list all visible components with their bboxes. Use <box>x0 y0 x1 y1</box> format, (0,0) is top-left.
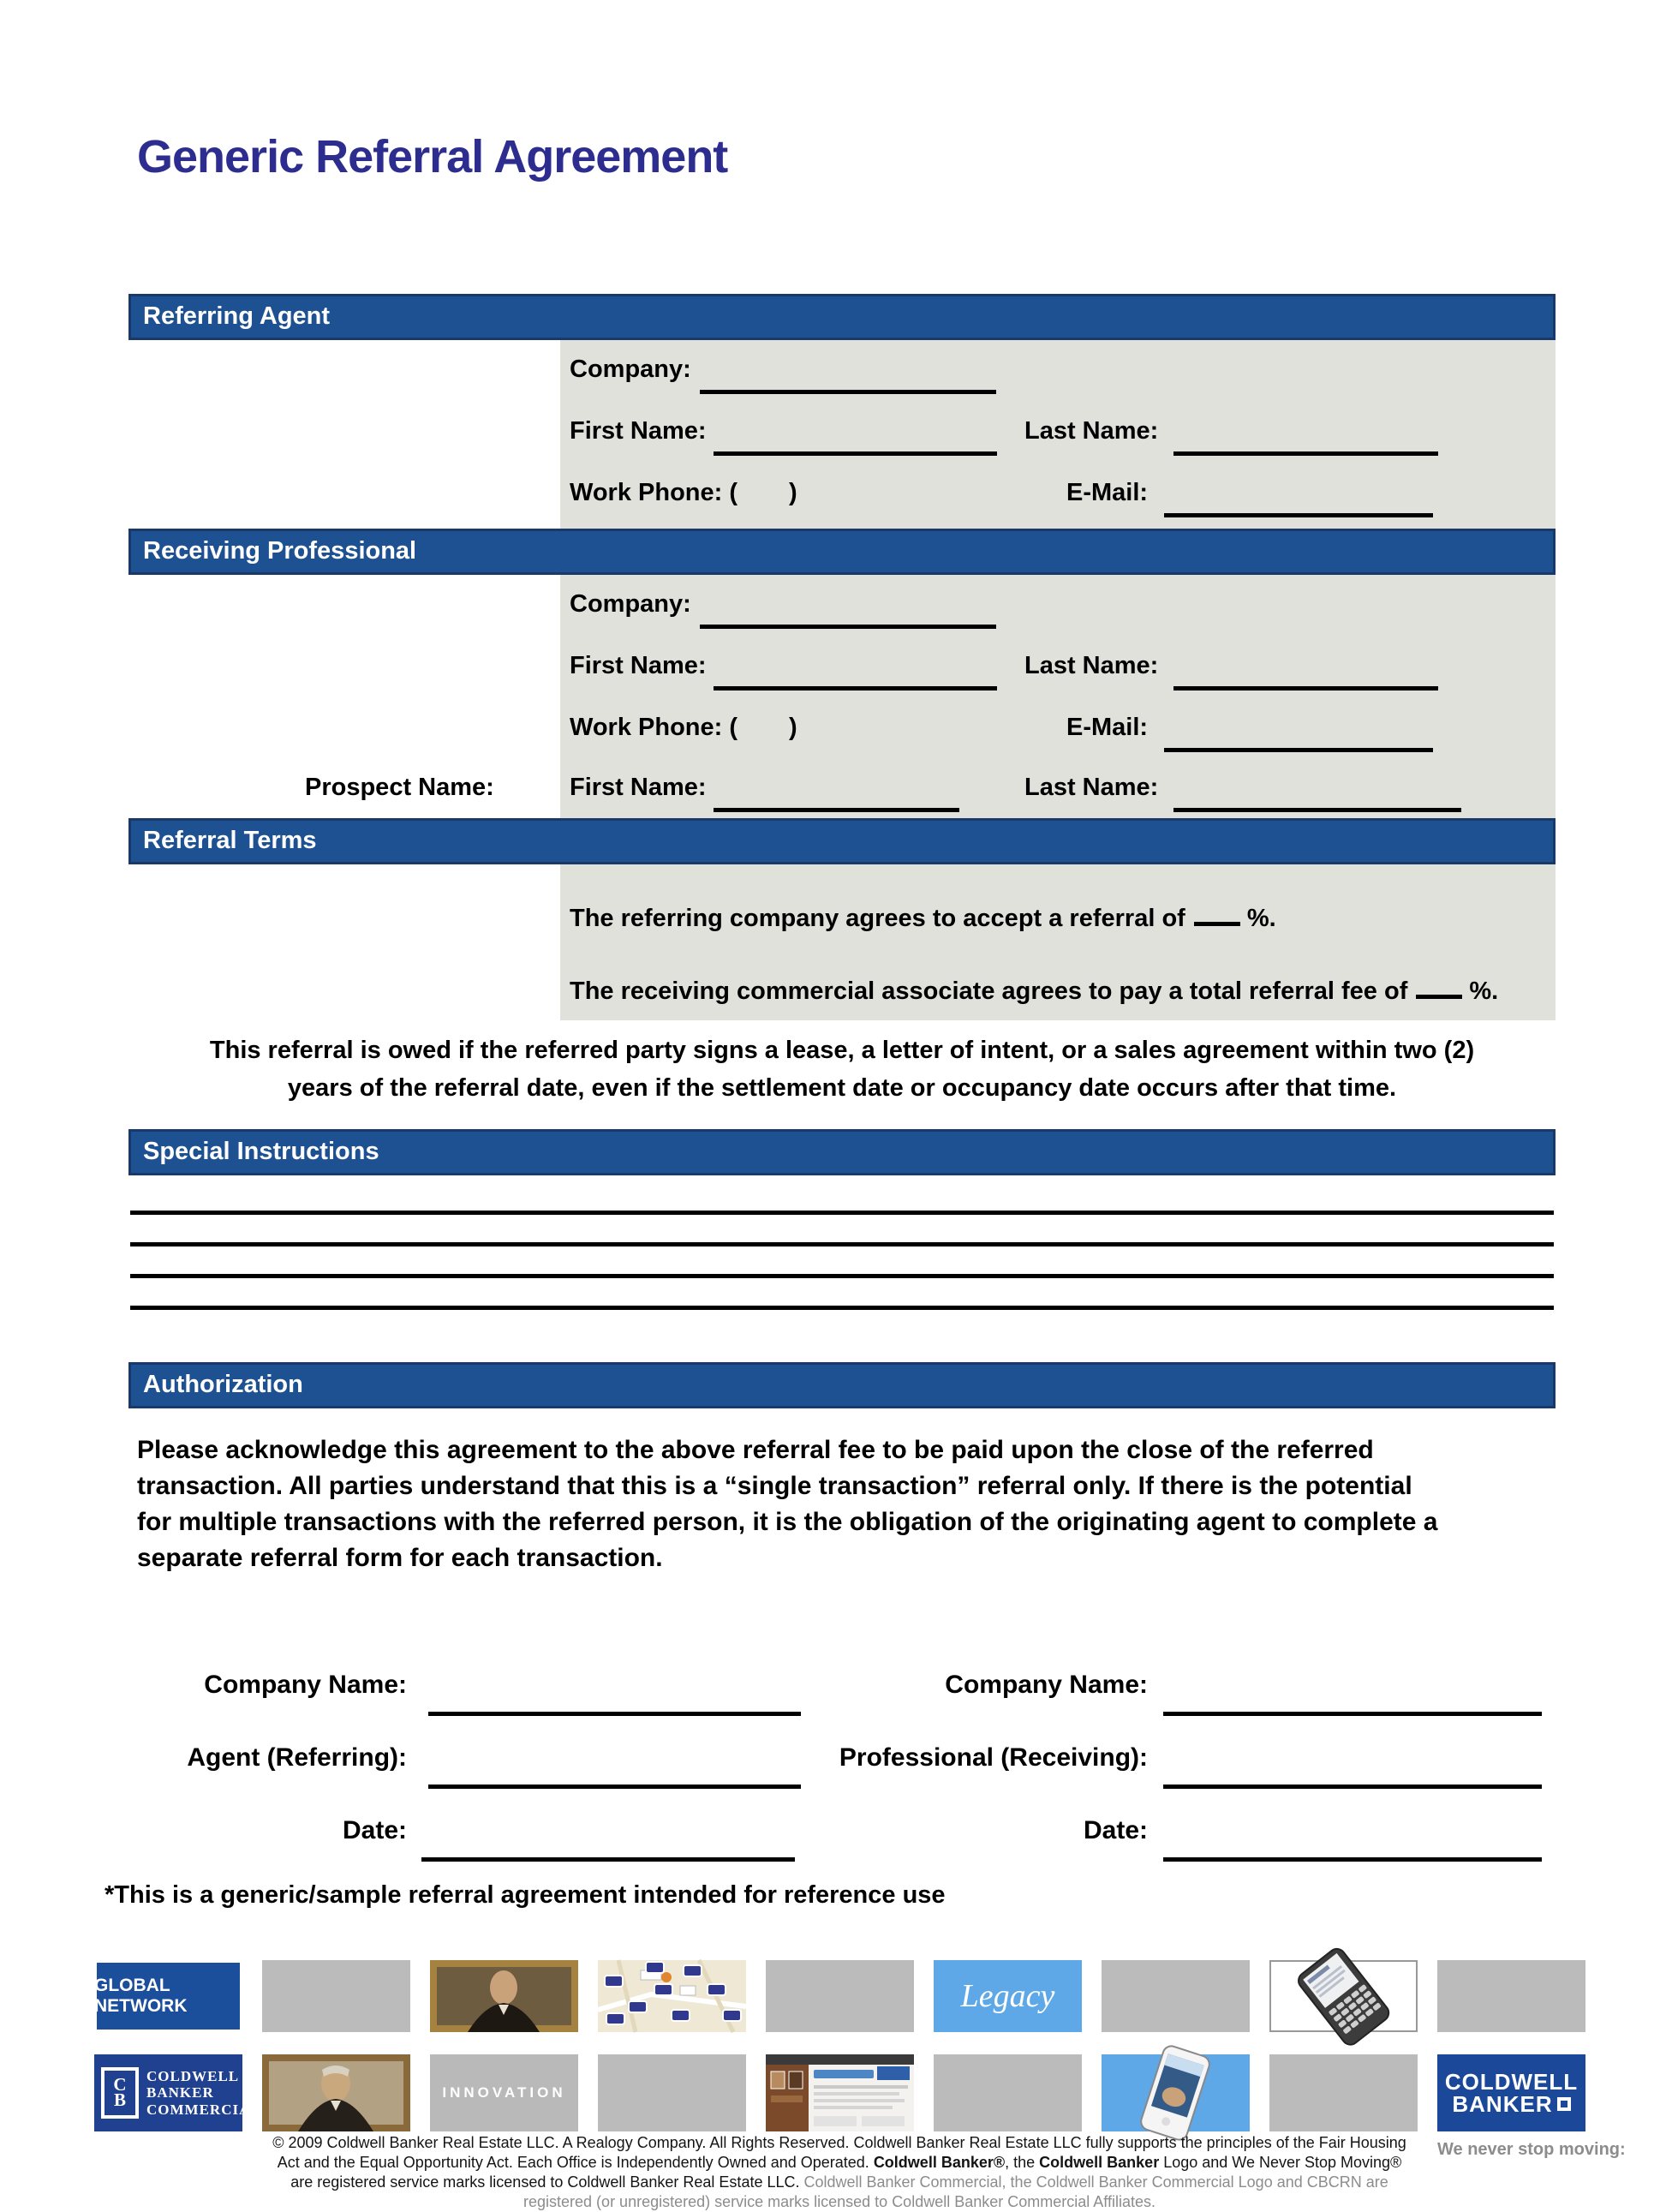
placeholder-tile <box>598 2054 746 2131</box>
cb-house-icon <box>1557 2097 1571 2111</box>
special-instructions-line-3 <box>130 1274 1554 1278</box>
page-title: Generic Referral Agreement <box>137 131 728 182</box>
innovation-tile: INNOVATION <box>430 2054 578 2131</box>
section-header-label: Receiving Professional <box>143 537 417 565</box>
section-header-label: Special Instructions <box>143 1138 379 1165</box>
mobile-phone-photo <box>1102 2054 1250 2131</box>
referring-last-name-label: Last Name: <box>1024 417 1159 445</box>
date-left-field <box>421 1857 795 1862</box>
receiving-last-name-field <box>1173 686 1438 691</box>
referring-last-name-field <box>1173 451 1438 456</box>
placeholder-tile <box>262 1960 410 2032</box>
placeholder-tile <box>1269 2054 1418 2131</box>
company-name-right-label: Company Name: <box>945 1671 1148 1699</box>
referring-email-field <box>1164 513 1433 517</box>
footer-logo-row-1 <box>94 1960 1585 2032</box>
receiving-first-name-field <box>714 686 997 691</box>
prospect-name-label: Prospect Name: <box>305 774 494 801</box>
portrait-illustration <box>262 2054 410 2131</box>
smartphone-photo <box>1269 1960 1418 2032</box>
date-right-field <box>1163 1857 1542 1862</box>
sample-disclaimer: *This is a generic/sample referral agreement intended for reference use <box>105 1881 946 1909</box>
professional-receiving-label: Professional (Receiving): <box>839 1743 1148 1772</box>
pay-percent-field <box>1416 972 1462 999</box>
accept-percent-field <box>1194 900 1240 926</box>
copyright-line-1: © 2009 Coldwell Banker Real Estate LLC. A Realogy Company. All Rights Reserved. Coldwell Banker Real Estate LLC fully supports the principles of the Fair Housing <box>272 2134 1406 2151</box>
pay-referral-line: The receiving commercial associate agrees to pay a total referral fee of %. <box>570 972 1498 1006</box>
authorization-paragraph: Please acknowledge this agreement to the above referral fee to be paid upon the close of the referred transaction. All parties understand that this is a “single transaction” referral only. If there is the potential for multiple transactions with the referred person, it is the obligation of the originating agent to complete a separate referral form for each transaction. <box>137 1436 1438 1572</box>
cb-monogram: C B <box>101 2067 139 2119</box>
referring-work-phone-label: Work Phone: ( ) <box>570 479 797 506</box>
website-illustration <box>766 2054 914 2131</box>
special-instructions-line-4 <box>130 1306 1554 1310</box>
special-instructions-line-2 <box>130 1242 1554 1246</box>
receiving-company-label: Company: <box>570 590 691 618</box>
referring-first-name-label: First Name: <box>570 417 707 445</box>
prospect-first-name-label: First Name: <box>570 774 707 801</box>
receiving-company-field <box>700 625 996 629</box>
placeholder-tile <box>766 1960 914 2032</box>
prospect-last-name-field <box>1173 808 1461 812</box>
company-name-right-field <box>1163 1712 1542 1716</box>
receiving-first-name-label: First Name: <box>570 652 707 679</box>
prospect-last-name-label: Last Name: <box>1024 774 1159 801</box>
copyright-block <box>206 2133 1473 2212</box>
receiving-last-name-label: Last Name: <box>1024 652 1159 679</box>
copyright-line-4: registered (or unregistered) service marks licensed to Coldwell Banker Commercial Affiliates. <box>523 2193 1155 2210</box>
company-name-left-label: Company Name: <box>204 1671 407 1699</box>
section-header-receiving-professional <box>128 529 1556 575</box>
special-instructions-line-1 <box>130 1211 1554 1215</box>
receiving-email-field <box>1164 748 1433 752</box>
prospect-first-name-field <box>714 808 959 812</box>
cbc-wordmark: COLDWELL BANKER COMMERCIAL <box>146 2067 261 2118</box>
coldwell-banker-logo <box>1437 2054 1585 2131</box>
referring-first-name-field <box>714 451 997 456</box>
cb-wordmark-line2: BANKER <box>1452 2093 1570 2115</box>
smartphone-illustration <box>1269 1960 1418 2032</box>
section-header-label: Referral Terms <box>143 827 317 854</box>
founder-portrait-photo-2 <box>262 2054 410 2131</box>
referring-company-field <box>700 390 996 394</box>
company-name-left-field <box>428 1712 801 1716</box>
date-left-label: Date: <box>342 1816 407 1844</box>
section-header-referring-agent <box>128 294 1556 340</box>
portrait-illustration <box>430 1960 578 2032</box>
referral-note-line1: This referral is owed if the referred party signs a lease, a letter of intent, or a sales agreement within two (2) <box>209 1037 1475 1064</box>
section-header-authorization <box>128 1362 1556 1408</box>
cb-tagline: We never stop moving: <box>1437 2140 1626 2159</box>
section-header-label: Authorization <box>143 1371 303 1398</box>
date-right-label: Date: <box>1083 1816 1148 1844</box>
legacy-logo: Legacy <box>934 1960 1082 2032</box>
referral-note-line2: years of the referral date, even if the settlement date or occupancy date occurs after that time. <box>287 1074 1397 1102</box>
agent-referring-field <box>428 1785 801 1789</box>
placeholder-tile <box>1102 1960 1250 2032</box>
global-network-logo: GLOBAL NETWORK <box>94 1960 242 2032</box>
accept-referral-line: The referring company agrees to accept a referral of %. <box>570 900 1276 933</box>
referring-company-label: Company: <box>570 356 691 383</box>
website-thumbnail <box>766 2054 914 2131</box>
footer-logo-row-2 <box>94 2054 1585 2131</box>
receiving-email-label: E-Mail: <box>1066 714 1149 741</box>
referring-email-label: E-Mail: <box>1066 479 1149 506</box>
section-header-referral-terms <box>128 818 1556 864</box>
section-header-special-instructions <box>128 1129 1556 1175</box>
professional-receiving-field <box>1163 1785 1542 1789</box>
coldwell-banker-commercial-logo <box>94 2054 261 2131</box>
founder-portrait-photo <box>430 1960 578 2032</box>
copyright-line-3: are registered service marks licensed to Coldwell Banker Real Estate LLC. Coldwell Banker Commercial, the Coldwell Banker Commercial Logo and CBCRN are <box>290 2173 1388 2191</box>
map-illustration <box>598 1960 746 2032</box>
placeholder-tile <box>934 2054 1082 2131</box>
section-header-label: Referring Agent <box>143 302 331 330</box>
mobile-phone-illustration <box>1102 2054 1250 2131</box>
office-map-thumbnail <box>598 1960 746 2032</box>
cb-wordmark-line1: COLDWELL <box>1444 2069 1579 2095</box>
receiving-work-phone-label: Work Phone: ( ) <box>570 714 797 741</box>
copyright-line-2: Act and the Equal Opportunity Act. Each Office is Independently Owned and Operated. Coldwell Banker®, the Coldwell Banker Logo and We Never Stop Moving® <box>277 2154 1402 2171</box>
placeholder-tile <box>1437 1960 1585 2032</box>
agent-referring-label: Agent (Referring): <box>187 1743 407 1772</box>
